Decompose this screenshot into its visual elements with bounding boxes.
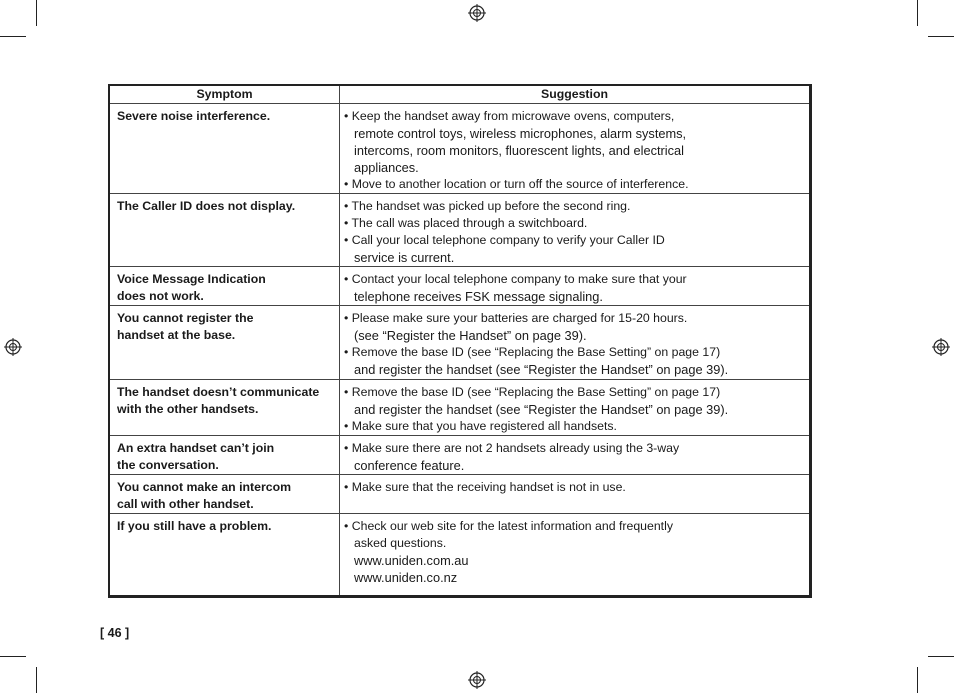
table-row [110, 514, 809, 596]
table-row [110, 194, 809, 267]
symptom-text: The Caller ID does not display. [117, 199, 296, 213]
symptom-cell [110, 475, 340, 514]
crop-mark [917, 667, 918, 693]
table-row [110, 104, 809, 194]
suggestion-cell [340, 436, 810, 475]
symptom-cell [110, 194, 340, 267]
symptom-cell [110, 267, 340, 306]
suggestion-cell [340, 194, 810, 267]
symptom-text: An extra handset can’t join [117, 441, 275, 455]
table-row [110, 380, 809, 436]
troubleshooting-table [108, 84, 812, 598]
crop-mark [0, 656, 26, 657]
table-row [110, 475, 809, 514]
suggestion-cell [340, 306, 810, 380]
suggestion-line: telephone receives FSK message signaling. [354, 289, 603, 304]
suggestion-line: appliances. [354, 160, 419, 175]
registration-mark-icon [468, 4, 486, 22]
suggestion-cell [340, 104, 810, 194]
registration-mark-icon [468, 671, 486, 689]
registration-mark-icon [932, 338, 950, 356]
suggestion-line: • Remove the base ID (see “Replacing the Base Setting” on page 17) [344, 345, 721, 359]
symptom-text: You cannot make an intercom [117, 480, 292, 494]
suggestion-line: conference feature. [354, 458, 465, 473]
page-number: [ 46 ] [100, 626, 130, 640]
suggestion-line: • Contact your local telephone company to make sure that your [344, 272, 687, 286]
suggestion-line: • Make sure that you have registered all handsets. [344, 419, 617, 433]
symptom-text: The handset doesn’t communicate [117, 385, 320, 399]
crop-mark [36, 0, 37, 26]
crop-mark [36, 667, 37, 693]
suggestion-cell [340, 380, 810, 436]
suggestion-cell [340, 475, 810, 514]
suggestion-line: service is current. [354, 250, 455, 265]
symptom-cell [110, 514, 340, 596]
suggestion-cell [340, 267, 810, 306]
symptom-text: the conversation. [117, 458, 219, 472]
symptom-cell [110, 436, 340, 475]
suggestion-line: asked questions. [354, 536, 447, 550]
suggestion-line: • Please make sure your batteries are charged for 15-20 hours. [344, 311, 688, 325]
crop-mark [917, 0, 918, 26]
symptom-text: If you still have a problem. [117, 519, 272, 533]
symptom-text: does not work. [117, 289, 204, 303]
suggestion-cell [340, 514, 810, 596]
suggestion-line: and register the handset (see “Register the Handset” on page 39). [354, 362, 729, 377]
table-row [110, 306, 809, 380]
website-link-nz[interactable]: www.uniden.co.nz [354, 570, 458, 585]
suggestion-line: • Keep the handset away from microwave ovens, computers, [344, 109, 675, 123]
suggestion-line: • The handset was picked up before the second ring. [344, 199, 631, 213]
symptom-text: Voice Message Indication [117, 272, 266, 286]
crop-mark [0, 36, 26, 37]
registration-mark-icon [4, 338, 22, 356]
suggestion-line: • Move to another location or turn off the source of interference. [344, 177, 689, 191]
suggestion-line: • Call your local telephone company to verify your Caller ID [344, 233, 665, 247]
table-header-row [110, 86, 809, 104]
table-row [110, 436, 809, 475]
symptom-cell [110, 380, 340, 436]
symptom-header: Symptom [110, 86, 340, 104]
table-row [110, 267, 809, 306]
suggestion-line: remote control toys, wireless microphones, alarm systems, [354, 126, 687, 141]
symptom-text: Severe noise interference. [117, 109, 271, 123]
website-link-au[interactable]: www.uniden.com.au [354, 553, 469, 568]
symptom-text: You cannot register the [117, 311, 254, 325]
suggestion-line: and register the handset (see “Register the Handset” on page 39). [354, 402, 729, 417]
symptom-cell [110, 104, 340, 194]
symptom-cell [110, 306, 340, 380]
suggestion-line: • Make sure that the receiving handset is not in use. [344, 480, 626, 494]
symptom-text: handset at the base. [117, 328, 236, 342]
crop-mark [928, 656, 954, 657]
suggestion-line: • Remove the base ID (see “Replacing the Base Setting” on page 17) [344, 385, 721, 399]
suggestion-line: (see “Register the Handset” on page 39). [354, 328, 587, 343]
crop-mark [928, 36, 954, 37]
symptom-text: call with other handset. [117, 497, 254, 511]
suggestion-line: intercoms, room monitors, fluorescent lights, and electrical [354, 143, 685, 158]
suggestion-line: • Make sure there are not 2 handsets already using the 3-way [344, 441, 680, 455]
suggestion-line: • The call was placed through a switchboard. [344, 216, 588, 230]
symptom-text: with the other handsets. [117, 402, 259, 416]
suggestion-header: Suggestion [340, 86, 810, 104]
suggestion-line: • Check our web site for the latest information and frequently [344, 519, 673, 533]
